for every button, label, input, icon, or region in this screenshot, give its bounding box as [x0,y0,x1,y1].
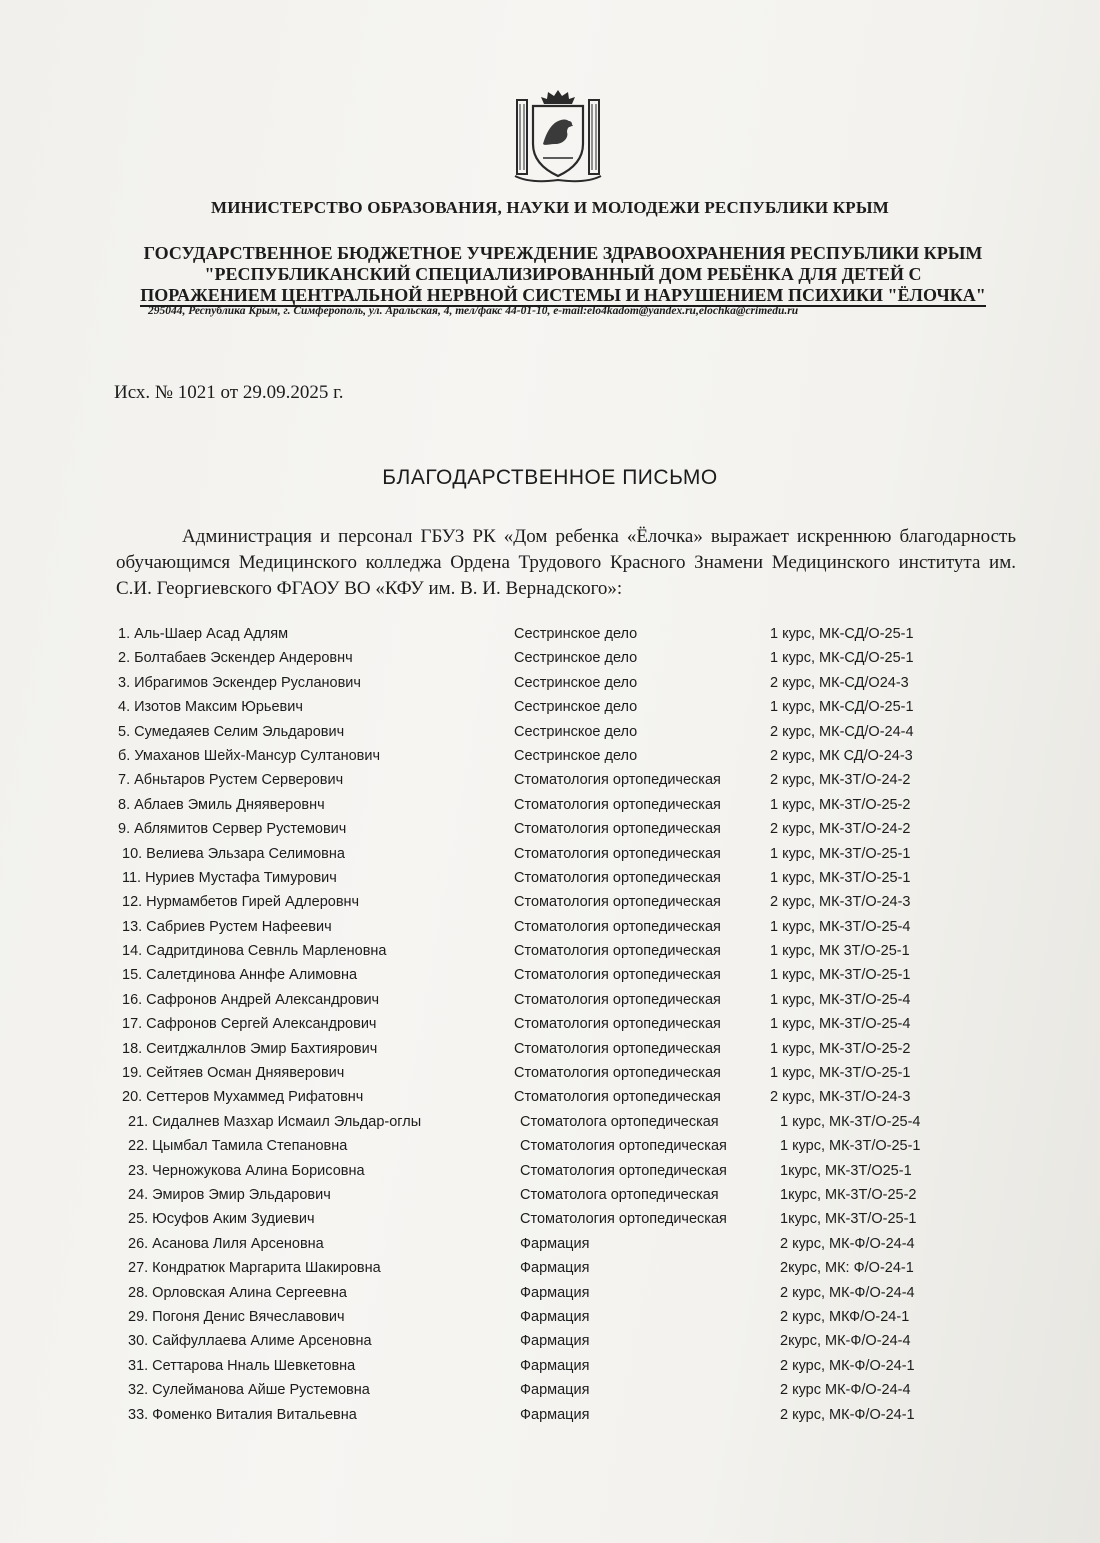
student-specialty: Фармация [520,1308,590,1325]
student-specialty: Сестринское дело [514,650,638,667]
student-course: 2 курс, МК-СД/О-24-4 [770,723,914,740]
student-name: 31. Сеттарова Нналь Шевкетовна [128,1357,356,1374]
student-specialty: Стоматология ортопедическая [514,1065,721,1082]
student-course: 1курс, МК-3Т/О-25-1 [780,1211,917,1228]
student-course: 2 курс, МК-Ф/О-24-4 [780,1235,915,1252]
student-course: 1 курс, МК-3Т/О-25-4 [770,991,911,1008]
student-course: 1 курс, МК-СД/О-25-1 [770,650,914,667]
student-row [118,1285,978,1309]
ministry-name: МИНИСТЕРСТВО ОБРАЗОВАНИЯ, НАУКИ И МОЛОДЕЖИ РЕСПУБЛИКИ КРЫМ [211,198,889,217]
student-specialty: Стоматология ортопедическая [514,845,721,862]
student-specialty: Стоматология ортопедическая [514,869,721,886]
student-name: 23. Черножукова Алина Борисовна [128,1162,365,1179]
student-name: 16. Сафронов Андрей Александрович [122,991,380,1008]
letter-title: БЛАГОДАРСТВЕННОЕ ПИСЬМО [382,466,718,489]
student-list [118,626,978,1431]
student-row [118,699,978,723]
student-specialty: Стоматология ортопедическая [514,772,721,789]
student-course: 2 курс, МК-Ф/О-24-1 [780,1357,915,1374]
student-name: 19. Сейтяев Осман Дняяверович [122,1065,345,1082]
student-specialty: Стоматология ортопедическая [514,1089,721,1106]
student-name: 13. Сабриев Рустем Нафеевич [122,918,332,935]
student-specialty: Фармация [520,1357,590,1374]
student-course: 1 курс, МК-СД/О-25-1 [770,699,914,716]
student-name: 15. Салетдинова Аннфе Алимовна [122,967,358,984]
student-name: 1. Аль-Шаер Асад Адлям [118,626,289,642]
student-specialty: Сестринское дело [514,699,638,716]
student-course: 1 курс, МК-3Т/О-25-1 [780,1138,921,1155]
student-specialty: Сестринское дело [514,747,638,764]
coat-of-arms-icon [513,84,603,184]
student-name: 10. Велиева Эльзара Селимовна [122,845,345,862]
student-name: 29. Погоня Денис Вячеславович [128,1308,345,1325]
org-address: 295044, Республика Крым, г. Симферополь, ул. Аральская, 4, тел/факс 44-01-10, e-mail:elo4kadom@yandex.ru,elochka@crimedu.ru [148,305,799,317]
student-course: 2 курс МК-Ф/О-24-4 [780,1382,911,1399]
student-name: 3. Ибрагимов Эскендер Русланович [118,674,361,691]
student-name: б. Умаханов Шейх-Мансур Султанович [118,747,381,764]
student-specialty: Стоматология ортопедическая [520,1162,727,1179]
student-name: 28. Орловская Алина Сергеевна [128,1284,347,1301]
student-row [118,1163,978,1187]
org-line-3 [118,285,1008,306]
student-row [118,626,978,650]
student-course: 1курс, МК-3Т/О25-1 [780,1162,912,1179]
student-specialty: Стоматология ортопедическая [514,1016,721,1033]
student-row [118,1187,978,1211]
student-name: 27. Кондратюк Маргарита Шакировна [128,1260,381,1277]
student-name: 33. Фоменко Виталия Витальевна [128,1406,357,1423]
student-course: 1 курс, МК-3Т/О-25-2 [770,1040,911,1057]
student-specialty: Стоматология ортопедическая [520,1211,727,1228]
student-specialty: Фармация [520,1260,590,1277]
student-course: 1 курс, МК-3Т/О-25-4 [780,1113,921,1130]
student-row [118,846,978,870]
student-course: 1 курс, МК-СД/О-25-1 [770,626,914,642]
student-specialty: Фармация [520,1284,590,1301]
student-course: 2 курс, МК СД/О-24-3 [770,747,913,764]
student-specialty: Стоматология ортопедическая [514,1040,721,1057]
student-name: 14. Садритдинова Севнль Марленовна [122,943,387,960]
student-course: 1 курс, МК-3Т/О-25-4 [770,918,911,935]
student-course: 2курс, МК: Ф/О-24-1 [780,1260,914,1277]
student-row [118,1016,978,1040]
student-name: 30. Сайфуллаева Алиме Арсеновна [128,1333,372,1350]
student-row [118,1089,978,1113]
student-course: 1 курс, МК-3Т/О-25-1 [770,869,911,886]
student-name: 9. Аблямитов Сервер Рустемович [118,821,347,838]
student-course: 2 курс, МК-СД/О24-3 [770,674,909,691]
student-row [118,870,978,894]
student-row [118,1211,978,1235]
student-course: 1курс, МК-3Т/О-25-2 [780,1186,917,1203]
student-row [118,1065,978,1089]
student-name: 18. Сеитджалнлов Эмир Бахтиярович [122,1040,378,1057]
student-name: 22. Цымбал Тамила Степановна [128,1138,348,1155]
student-specialty: Стоматология ортопедическая [514,796,721,813]
student-row [118,1260,978,1284]
student-course: 2курс, МК-Ф/О-24-4 [780,1333,911,1350]
student-specialty: Фармация [520,1382,590,1399]
student-row [118,1358,978,1382]
student-row [118,748,978,772]
student-course: 1 курс, МК-3Т/О-25-4 [770,1016,911,1033]
student-row [118,772,978,796]
student-course: 1 курс, МК-3Т/О-25-2 [770,796,911,813]
outgoing-number: Исх. № 1021 от 29.09.2025 г. [114,382,344,403]
student-name: 12. Нурмамбетов Гирей Адлеровнч [122,894,360,911]
student-course: 1 курс, МК-3Т/О-25-1 [770,1065,911,1082]
student-specialty: Фармация [520,1406,590,1423]
student-specialty: Сестринское дело [514,674,638,691]
student-row [118,1041,978,1065]
student-specialty: Сестринское дело [514,723,638,740]
student-name: 11. Нуриев Мустафа Тимурович [122,869,337,886]
student-row [118,1138,978,1162]
letter-intro [116,524,1016,602]
student-row [118,1407,978,1431]
student-specialty: Стоматолога ортопедическая [520,1186,719,1203]
student-course: 2 курс, МК-3Т/О-24-3 [770,1089,911,1106]
student-course: 1 курс, МК 3Т/О-25-1 [770,943,910,960]
student-name: 17. Сафронов Сергей Александрович [122,1016,377,1033]
student-row [118,1236,978,1260]
student-row [118,1114,978,1138]
student-course: 2 курс, МК-Ф/О-24-1 [780,1406,915,1423]
student-course: 2 курс, МК-3Т/О-24-2 [770,821,911,838]
student-course: 2 курс, МК-3Т/О-24-2 [770,772,911,789]
student-specialty: Фармация [520,1235,590,1252]
student-specialty: Стоматология ортопедическая [514,821,721,838]
student-specialty: Фармация [520,1333,590,1350]
intro-paragraph: Администрация и персонал ГБУЗ РК «Дом ребенка «Ёлочка» выражает искреннюю благодарность обучающимся Медицинского колледжа Ордена Трудового Красного Знамени Медицинского института им. С.И. Георгиевского ФГАОУ ВО «КФУ им. В. И. Вернадского»: [116,526,1016,599]
student-row [118,919,978,943]
student-row [118,650,978,674]
student-name: 25. Юсуфов Аким Зудиевич [128,1211,315,1228]
student-specialty: Стоматология ортопедическая [514,918,721,935]
student-name: 24. Эмиров Эмир Эльдарович [128,1186,331,1203]
student-name: 20. Сеттеров Мухаммед Рифатовнч [122,1089,364,1106]
student-course: 1 курс, МК-3Т/О-25-1 [770,845,911,862]
student-course: 1 курс, МК-3Т/О-25-1 [770,967,911,984]
student-row [118,724,978,748]
org-line-1: ГОСУДАРСТВЕННОЕ БЮДЖЕТНОЕ УЧРЕЖДЕНИЕ ЗДРАВООХРАНЕНИЯ РЕСПУБЛИКИ КРЫМ [143,243,983,263]
student-specialty: Сестринское дело [514,626,638,642]
student-course: 2 курс, МКФ/О-24-1 [780,1308,910,1325]
student-row [118,821,978,845]
student-row [118,992,978,1016]
student-row [118,943,978,967]
student-name: 26. Асанова Лиля Арсеновна [128,1235,324,1252]
student-name: 2. Болтабаев Эскендер Андеровнч [118,650,353,667]
student-row [118,1333,978,1357]
student-row [118,1382,978,1406]
org-line-2: "РЕСПУБЛИКАНСКИЙ СПЕЦИАЛИЗИРОВАННЫЙ ДОМ РЕБЁНКА ДЛЯ ДЕТЕЙ С [204,264,922,284]
student-name: 5. Сумедаяев Селим Эльдарович [118,723,345,740]
student-row [118,967,978,991]
student-specialty: Стоматология ортопедическая [514,967,721,984]
student-course: 2 курс, МК-Ф/О-24-4 [780,1284,915,1301]
student-row [118,675,978,699]
student-name: 8. Аблаев Эмиль Дняяверовнч [118,796,325,813]
organization-name [118,243,1008,306]
student-specialty: Стоматология ортопедическая [514,894,721,911]
student-specialty: Стоматология ортопедическая [520,1138,727,1155]
student-row [118,894,978,918]
student-specialty: Стоматология ортопедическая [514,943,721,960]
student-specialty: Стоматолога ортопедическая [520,1113,719,1130]
student-specialty: Стоматология ортопедическая [514,991,721,1008]
student-course: 2 курс, МК-3Т/О-24-3 [770,894,911,911]
org-line-3-text: ПОРАЖЕНИЕМ ЦЕНТРАЛЬНОЙ НЕРВНОЙ СИСТЕМЫ И НАРУШЕНИЕМ ПСИХИКИ "ЁЛОЧКА" [140,285,986,305]
student-name: 32. Сулейманова Айше Рустемовна [128,1382,370,1399]
student-name: 21. Сидалнев Мазхар Исмаил Эльдар-оглы [128,1113,422,1130]
student-name: 4. Изотов Максим Юрьевич [118,699,303,716]
student-row [118,797,978,821]
student-row [118,1309,978,1333]
student-name: 7. Абньтаров Рустем Серверович [118,772,344,789]
